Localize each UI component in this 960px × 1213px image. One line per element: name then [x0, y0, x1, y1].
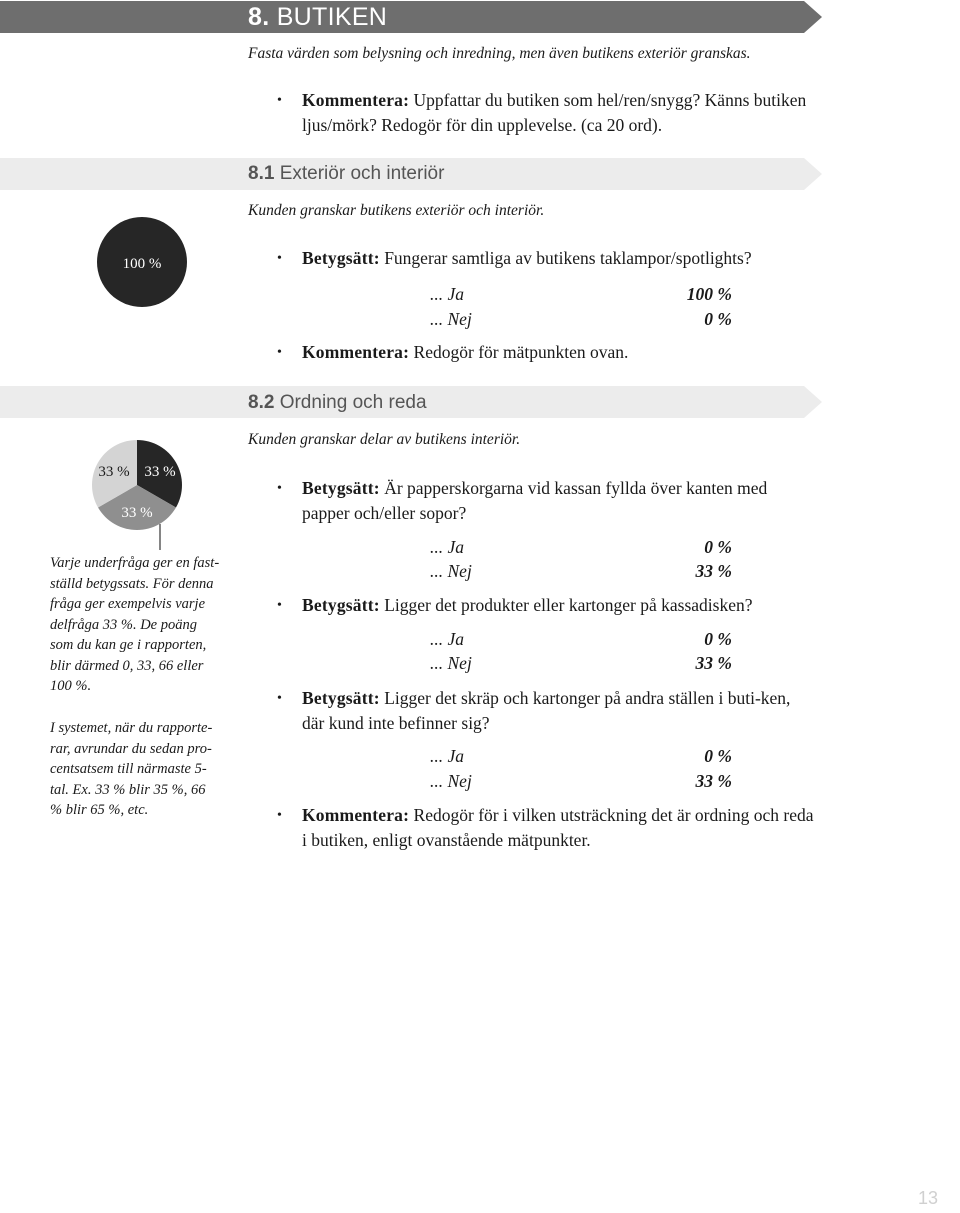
pie-100-label: 100 % — [122, 256, 162, 272]
section-title: 8. BUTIKEN — [248, 3, 388, 31]
section-comment: • Kommentera: Uppfattar du butiken som hel/ren/snygg? Känns butiken ljus/mörk? Redogör för din upplevelse. (ca 20 ord). — [277, 90, 807, 135]
answer-yes: ... Ja 0 % — [430, 746, 732, 766]
answer-yes: ... Ja 0 % — [430, 629, 732, 649]
comment-8-2: • Kommentera: Redogör för i vilken utsträckning det är ordning och reda i butiken, enligt ovanstående mätpunkter. — [277, 805, 814, 850]
sidenote-scoring: Varje underfråga ger en fast-ställd betygssats. För denna fråga ger exempelvis varje delfråga 33 %. De poäng som du kan ge i rapporten, blir därmed 0, 33, 66 eller 100 %. — [50, 555, 220, 694]
rating-question-8-2-3: • Betygsätt: Ligger det skräp och kartonger på andra ställen i buti-ken, där kund inte befinner sig? — [277, 688, 791, 733]
rating-question-8-1: • Betygsätt: Fungerar samtliga av butikens taklampor/spotlights? — [277, 246, 817, 271]
answer-yes: ... Ja 0 % — [430, 537, 732, 557]
answer-no: ... Nej 0 % — [430, 309, 732, 329]
subsection-intro-8-2: Kunden granskar delar av butikens interiör. — [248, 431, 521, 448]
rating-question-8-2-2: • Betygsätt: Ligger det produkter eller kartonger på kassadisken? — [277, 593, 817, 618]
bullet-icon: • — [277, 93, 282, 108]
section-intro: Fasta värden som belysning och inredning, men även butikens exteriör granskas. — [248, 45, 751, 62]
comment-8-1: • Kommentera: Redogör för mätpunkten ovan. — [277, 340, 817, 365]
pie-label-left: 33 % — [98, 464, 130, 480]
page-number: 13 — [917, 1188, 938, 1208]
section-header-band — [0, 1, 822, 33]
bullet-icon: • — [277, 691, 282, 706]
bullet-icon: • — [277, 345, 282, 360]
pie-chart-thirds — [90, 438, 190, 558]
subsection-title-8-1: 8.1 Exteriör och interiör — [248, 163, 445, 184]
pie-chart-100 — [97, 217, 187, 312]
rating-question-8-2-1: • Betygsätt: Är papperskorgarna vid kassan fyllda över kanten med papper och/eller sopor? — [277, 478, 768, 523]
answer-yes: ... Ja 100 % — [430, 284, 732, 304]
pie-label-right: 33 % — [144, 464, 176, 480]
bullet-icon: • — [277, 598, 282, 613]
subsection-intro-8-1: Kunden granskar butikens exteriör och interiör. — [248, 202, 545, 219]
subsection-title-8-2: 8.2 Ordning och reda — [248, 392, 427, 413]
answer-no: ... Nej 33 % — [430, 653, 732, 673]
answer-no: ... Nej 33 % — [430, 561, 732, 581]
bullet-icon: • — [277, 808, 282, 823]
bullet-icon: • — [277, 251, 282, 266]
pie-label-bottom: 33 % — [121, 505, 153, 521]
sidenote-rounding: I systemet, när du rapporte-rar, avrundar du sedan pro-centsatsem till närmaste 5-tal. Ex. 33 % blir 35 %, 66 % blir 65 %, etc. — [50, 720, 213, 818]
bullet-icon: • — [277, 481, 282, 496]
answer-no: ... Nej 33 % — [430, 771, 732, 791]
